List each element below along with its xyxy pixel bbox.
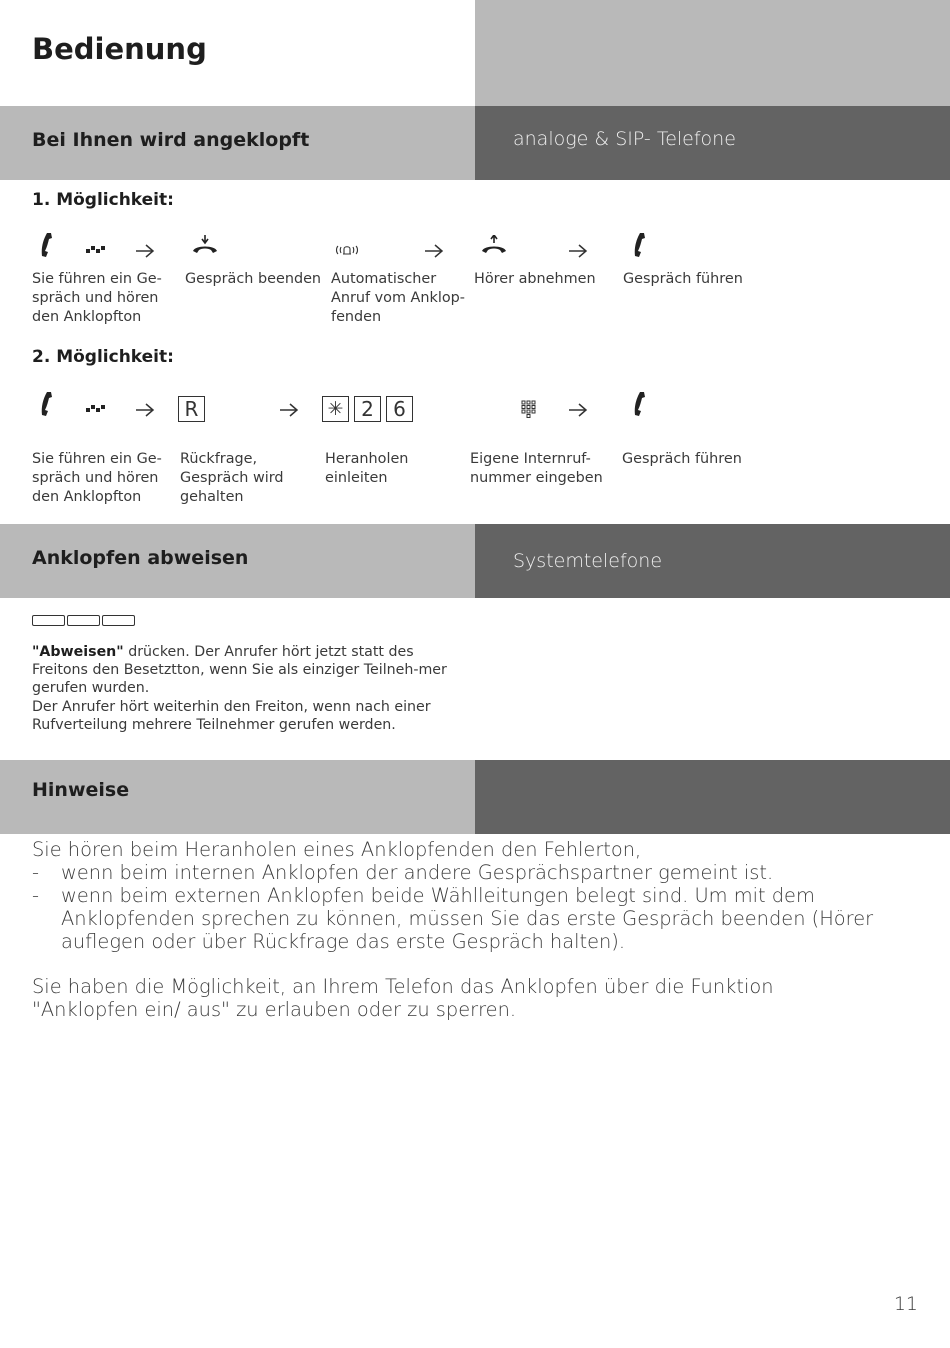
reject-text: drücken. Der Anrufer hört jetzt statt des Freitons den Besetztton, wenn Sie als einziger Teilneh-mer gerufen wurden. xyxy=(32,644,447,697)
keypad-icon xyxy=(521,400,537,418)
notes-item-2 xyxy=(32,884,922,953)
page-title: Bedienung xyxy=(32,32,207,66)
key-r: R xyxy=(178,396,205,422)
pick-up-icon xyxy=(481,235,507,255)
option-2-step-1: Sie führen ein Ge- spräch und hören den Anklopfton xyxy=(32,451,162,505)
ringing-icon xyxy=(335,243,359,257)
option-2-step-3: Heranholen einleiten xyxy=(325,451,409,486)
page-number: 11 xyxy=(893,1293,918,1315)
section-label-analog-sip: analoge & SIP- Telefone xyxy=(513,128,736,150)
notes-function-line-1: Sie haben die Möglichkeit, an Ihrem Telefon das Anklopfen über die Funktion xyxy=(32,975,774,998)
notes-item-1 xyxy=(32,861,922,884)
arrow-right-icon xyxy=(424,243,444,259)
reject-text-2: Der Anrufer hört weiterhin den Freiton, wenn nach einer Rufverteilung mehrere Teilnehmer gerufen werden. xyxy=(32,698,431,733)
key-6: 6 xyxy=(386,396,413,422)
arrow-right-icon xyxy=(279,402,299,418)
softkey-middle-icon xyxy=(67,615,100,626)
option-2-step-4: Eigene Internruf- nummer eingeben xyxy=(470,451,603,486)
handset-talking-icon xyxy=(631,232,647,258)
notes-intro: Sie hören beim Heranholen eines Anklopfenden den Fehlerton, xyxy=(32,838,642,861)
notes-item-1-text: wenn beim internen Anklopfen der andere Gesprächspartner gemeint ist. xyxy=(61,861,774,884)
section-title-reject-waiting: Anklopfen abweisen xyxy=(32,547,249,569)
option-1-step-1: Sie führen ein Ge- spräch und hören den Anklopfton xyxy=(32,271,162,325)
section-label-system-phones: Systemtelefone xyxy=(513,550,663,572)
softkey-right-icon xyxy=(102,615,135,626)
arrow-right-icon xyxy=(568,243,588,259)
handset-talking-icon xyxy=(631,391,647,417)
reject-key-label: "Abweisen" xyxy=(32,644,124,660)
notes-item-2-text: wenn beim externen Anklopfen beide Wählleitungen belegt sind. Um mit dem Anklopfenden sprechen zu können, müssen Sie das erste Gespräch beenden (Hörer auflegen oder über Rückfrage das erste Gespräch halten). xyxy=(61,884,874,953)
softkey-left-icon xyxy=(32,615,65,626)
key-star: ✳ xyxy=(322,396,349,422)
dash: - xyxy=(32,861,39,884)
hang-up-icon xyxy=(192,235,218,255)
section-label-band xyxy=(475,760,950,834)
reject-instructions xyxy=(32,643,452,734)
section-title-notes: Hinweise xyxy=(32,779,130,801)
option-1-title: 1. Möglichkeit: xyxy=(32,190,174,210)
key-2: 2 xyxy=(354,396,381,422)
handset-talking-icon xyxy=(38,391,54,417)
arrow-right-icon xyxy=(135,243,155,259)
option-1-step-2: Gespräch beenden xyxy=(185,271,322,287)
knock-tone-icon xyxy=(86,245,106,255)
option-1-step-4: Hörer abnehmen xyxy=(474,271,596,287)
option-1-step-3: Automatischer Anruf vom Anklop- fenden xyxy=(331,271,465,325)
option-2-step-5: Gespräch führen xyxy=(622,451,742,467)
option-1-step-5: Gespräch führen xyxy=(623,271,743,287)
softkey-row-icon xyxy=(32,615,135,626)
arrow-right-icon xyxy=(568,402,588,418)
section-title-waiting-call: Bei Ihnen wird angeklopft xyxy=(32,129,310,151)
notes-function-line-2: "Anklopfen ein/ aus" zu erlauben oder zu sperren. xyxy=(32,998,517,1021)
arrow-right-icon xyxy=(135,402,155,418)
knock-tone-icon xyxy=(86,404,106,414)
option-2-title: 2. Möglichkeit: xyxy=(32,347,174,367)
header-band-right xyxy=(475,0,950,106)
dash: - xyxy=(32,884,39,907)
option-2-step-2: Rückfrage, Gespräch wird gehalten xyxy=(180,451,284,505)
handset-talking-icon xyxy=(38,232,54,258)
